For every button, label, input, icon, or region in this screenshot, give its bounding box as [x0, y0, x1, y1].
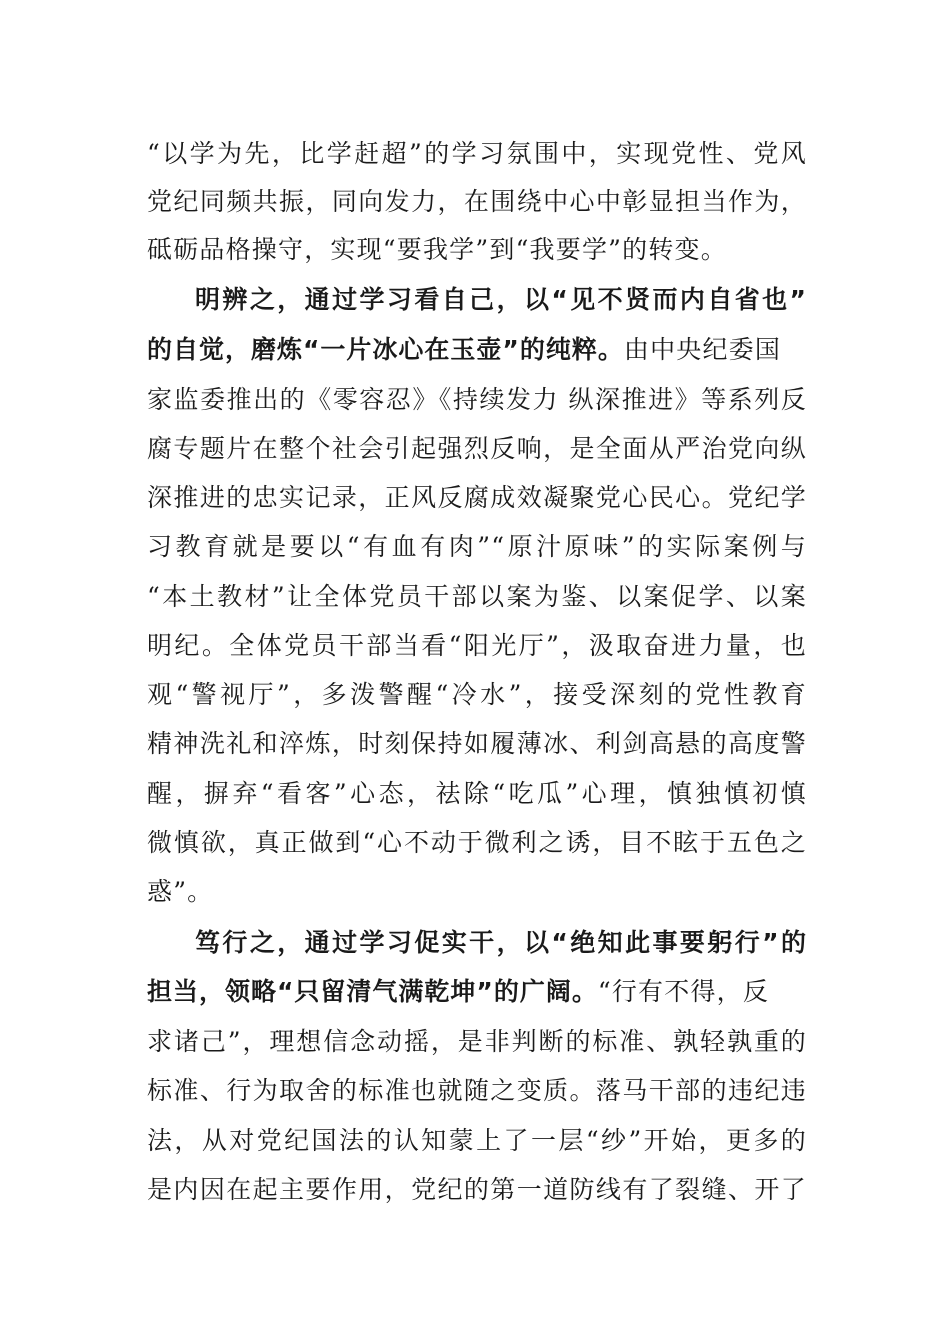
paragraph-3-line-5: 法，从对党纪国法的认知蒙上了一层“纱”开始，更多的 [147, 1126, 807, 1155]
paragraph-2-line-10: 精神洗礼和淬炼，时刻保持如履薄冰、利剑高悬的高度警 [147, 729, 807, 758]
paragraph-2-line-7: “本土教材”让全体党员干部以案为鉴、以案促学、以案 [147, 582, 807, 611]
paragraph-2-line-6: 习教育就是要以“有血有肉”“原汁原味”的实际案例与 [147, 532, 807, 561]
paragraph-2-lead-line-2: 的自觉，磨炼“一片冰心在玉壶”的纯粹。 [147, 335, 624, 364]
paragraph-2-line-4: 腐专题片在整个社会引起强烈反响，是全面从严治党向纵 [147, 434, 807, 463]
paragraph-3-line-6: 是内因在起主要作用，党纪的第一道防线有了裂缝、开了 [147, 1175, 807, 1204]
paragraph-3-line-2 [147, 974, 769, 1010]
paragraph-2-line-13: 惑”。 [147, 877, 214, 906]
paragraph-3-line-2-rest: “行有不得，反 [597, 977, 770, 1006]
paragraph-2-line-2-rest: 由中央纪委国 [623, 335, 782, 364]
paragraph-3-lead-line-1: 笃行之，通过学习促实干，以“绝知此事要躬行”的 [195, 928, 807, 957]
paragraph-2-line-9: 观“警视厅”，多泼警醒“冷水”，接受深刻的党性教育 [147, 680, 807, 709]
paragraph-1-line-1: “以学为先，比学赶超”的学习氛围中，实现党性、党风 [147, 139, 807, 168]
paragraph-3-line-4: 标准、行为取舍的标准也就随之变质。落马干部的违纪违 [147, 1076, 807, 1105]
paragraph-1-line-2: 党纪同频共振，同向发力，在围绕中心中彰显担当作为， [147, 187, 807, 216]
paragraph-2-line-11: 醒，摒弃“看客”心态，祛除“吃瓜”心理，慎独慎初慎 [147, 779, 807, 808]
paragraph-2-lead-line-1: 明辨之，通过学习看自己，以“见不贤而内自省也” [195, 285, 807, 314]
paragraph-3-lead-line-2: 担当，领略“只留清气满乾坤”的广阔。 [147, 977, 598, 1006]
paragraph-2-line-12: 微慎欲，真正做到“心不动于微利之诱，目不眩于五色之 [147, 828, 807, 857]
paragraph-2-line-2 [147, 332, 781, 368]
paragraph-2-line-3: 家监委推出的《零容忍》《持续发力 纵深推进》等系列反 [147, 385, 807, 414]
paragraph-3-line-3: 求诸己”，理想信念动摇，是非判断的标准、孰轻孰重的 [147, 1027, 807, 1056]
paragraph-2-line-5: 深推进的忠实记录，正风反腐成效凝聚党心民心。党纪学 [147, 483, 807, 512]
paragraph-2-line-8: 明纪。全体党员干部当看“阳光厅”，汲取奋进力量，也 [147, 631, 807, 660]
paragraph-1-line-3: 砥砺品格操守，实现“要我学”到“我要学”的转变。 [147, 235, 727, 264]
